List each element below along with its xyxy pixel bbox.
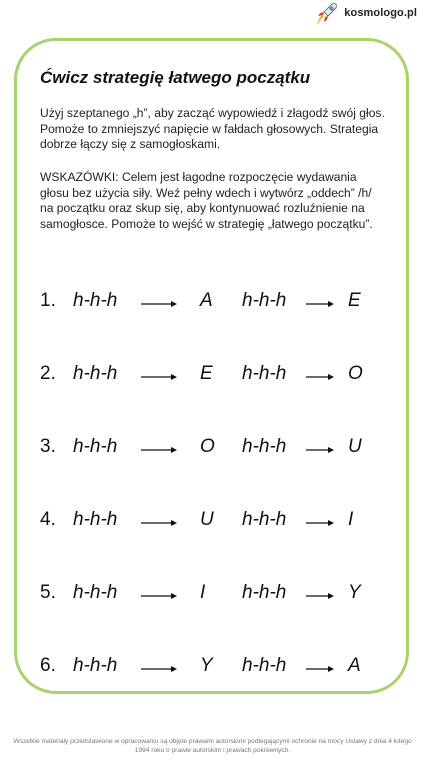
syllable-first: h-h-h (73, 655, 118, 676)
vowel-first: E (200, 363, 213, 384)
vowel-first: A (200, 290, 213, 311)
brand-name[interactable]: kosmologo.pl (344, 7, 417, 19)
exercise-number: 3. (40, 436, 56, 457)
vowel-first: O (200, 436, 215, 457)
arrow-right-icon (141, 446, 177, 458)
arrow-right-icon (141, 592, 177, 604)
arrow-right-icon (306, 519, 334, 531)
arrow-right-icon (141, 665, 177, 677)
exercise-row (40, 288, 380, 314)
syllable-second: h-h-h (242, 655, 287, 676)
tips-paragraph: WSKAZÓWKI: Celem jest łagodne rozpoczęcie wydawania głosu bez użycia siły. Weź pełny wdech i wytwórz „oddech” /h/ na początku oraz skup się, aby kontynuować rozluźnienie na samogłosce. Pomoże to wejść w strategię „łatwego początku”. (40, 170, 373, 231)
arrow-right-icon (141, 300, 177, 312)
instructions-paragraph: Użyj szeptanego „h”, aby zacząć wypowiedź i złagodź swój głos. Pomoże to zmniejszyć napięcie w fałdach głosowych. Strategia dobrze łączy się z samogłoskami. (40, 106, 385, 151)
exercise-number: 6. (40, 655, 56, 676)
exercise-number: 4. (40, 509, 56, 530)
exercise-number: 2. (40, 363, 56, 384)
syllable-second: h-h-h (242, 582, 287, 603)
vowel-second: Y (348, 582, 361, 603)
arrow-right-icon (306, 300, 334, 312)
page-title: Ćwicz strategię łatwego początku (40, 68, 311, 87)
syllable-first: h-h-h (73, 582, 118, 603)
rocket-icon (314, 0, 340, 26)
vowel-second: U (348, 436, 362, 457)
vowel-first: U (200, 509, 214, 530)
syllable-first: h-h-h (73, 290, 118, 311)
arrow-right-icon (306, 446, 334, 458)
arrow-right-icon (306, 592, 334, 604)
exercise-row (40, 434, 380, 460)
vowel-second: O (348, 363, 363, 384)
arrow-right-icon (141, 373, 177, 385)
vowel-second: E (348, 290, 361, 311)
exercise-row (40, 580, 380, 606)
vowel-second: A (348, 655, 361, 676)
exercise-row (40, 653, 380, 679)
syllable-second: h-h-h (242, 436, 287, 457)
syllable-second: h-h-h (242, 363, 287, 384)
brand-logo (314, 0, 417, 26)
vowel-first: I (200, 582, 206, 603)
exercise-number: 1. (40, 290, 56, 311)
arrow-right-icon (306, 665, 334, 677)
syllable-second: h-h-h (242, 509, 287, 530)
vowel-first: Y (200, 655, 213, 676)
exercise-number: 5. (40, 582, 56, 603)
arrow-right-icon (306, 373, 334, 385)
exercise-row (40, 507, 380, 533)
exercise-row (40, 361, 380, 387)
arrow-right-icon (141, 519, 177, 531)
syllable-first: h-h-h (73, 363, 118, 384)
syllable-first: h-h-h (73, 509, 118, 530)
syllable-second: h-h-h (242, 290, 287, 311)
copyright-footer: Wszelkie materiały przedstawione w opracowaniu są objęte prawami autorskimi podlegającymi ochronie na mocy Ustawy z dnia 4 lutego 1994 roku o prawie autorskim i prawach pokrewnych. (13, 738, 412, 754)
vowel-second: I (348, 509, 354, 530)
syllable-first: h-h-h (73, 436, 118, 457)
